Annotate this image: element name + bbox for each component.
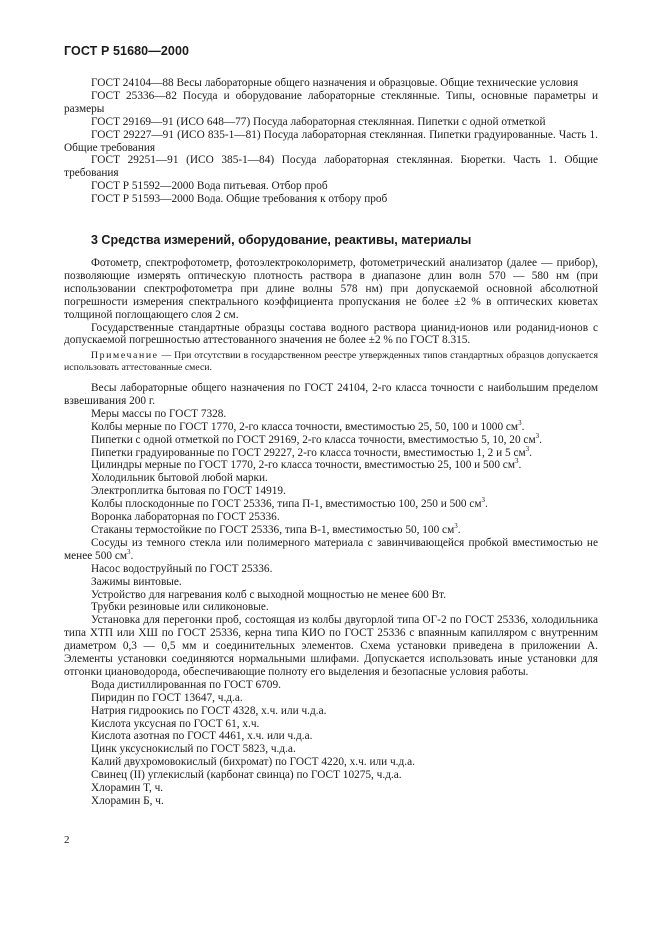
list-item [64,537,598,563]
period: . [521,420,525,433]
list-item [64,459,598,472]
list-item [64,524,598,537]
superscript: 3 [481,496,486,505]
list-item: Зажимы винтовые. [91,575,182,588]
list-item-text: Стаканы термостойкие по ГОСТ 25336, типа В-1, вместимостью 50, 100 см [91,523,455,536]
reference-item: ГОСТ 24104—88 Весы лабораторные общего назначения и образцовые. Общие технические условия [91,77,579,89]
section-3-intro [64,257,598,378]
note [64,350,598,374]
document-code-header: ГОСТ Р 51680—2000 [64,44,190,58]
list-item-text: Колбы плоскодонные по ГОСТ 25336, типа П-1, вместимостью 100, 250 и 500 см [91,498,482,511]
list-item-text: Цилиндры мерные по ГОСТ 1770, 2-го класса точности, вместимостью 25, 100 и 500 см [91,459,515,472]
paragraph: Государственные стандартные образцы состава водного раствора цианид-ионов или роданид-ионов с допускаемой погрешностью аттестованного значения не более ±2 % по ГОСТ 8.315. [64,321,598,347]
list-item [64,498,598,511]
period: . [518,459,522,472]
period: . [539,433,542,446]
list-item: Цинк уксуснокислый по ГОСТ 5823, ч.д.а. [91,743,296,756]
list-item: Весы лабораторные общего назначения по ГОСТ 24104, 2-го класса точности с наибольшим пределом взвешивания 200 г. [64,382,598,407]
list-item: Пиридин по ГОСТ 13647, ч.д.а. [91,691,243,704]
reference-item: ГОСТ 29169—91 (ИСО 648—77) Посуда лабораторная стеклянная. Пипетки с одной отметкой [91,115,546,128]
list-item: Вода дистиллированная по ГОСТ 6709. [91,678,281,691]
list-item: Калий двухромовокислый (бихромат) по ГОСТ 4220, х.ч. или ч.д.а. [91,756,415,769]
reference-item: ГОСТ 29251—91 (ИСО 385-1—84) Посуда лабораторная стеклянная. Бюретки. Часть 1. Общие требования [64,154,598,180]
list-item: Хлорамин Б, ч. [91,795,164,807]
list-item: Устройство для нагревания колб с выходной мощностью не менее 600 Вт. [91,588,447,601]
superscript: 3 [518,418,522,427]
note-label: Примечание [91,350,159,362]
period: . [529,446,532,459]
superscript: 3 [514,457,519,466]
superscript: 3 [525,444,530,453]
paragraph: Фотометр, спектрофотометр, фотоэлектроколориметр, фотометрический анализатор (далее — прибор), позволяющие измерять оптическую плотность раствора в диапазоне длин волн 570 — 580 нм (при использовании спектрофотометра при длине волны 578 нм) при допускаемой основной абсолютной погрешности измерения спектрального коэффициента пропускания не более ±2 % в оптических кюветах толщиной поглощающего слоя 2 см. [64,257,598,321]
list-item: Трубки резиновые или силиконовые. [91,601,269,614]
note-text: — При отсутствии в государственном реестре утвержденных типов стандартных образцов допускается использовать аттестованные смеси. [64,350,598,374]
equipment-list [64,382,598,808]
period: . [130,549,134,562]
list-item: Кислота азотная по ГОСТ 4461, х.ч. или ч.д.а. [91,730,313,743]
list-item: Холодильник бытовой любой марки. [91,472,268,485]
list-item [64,431,598,447]
list-item [64,418,598,434]
list-item-text: Колбы мерные по ГОСТ 1770, 2-го класса точности, вместимостью 25, 50, 100 и 1000 см [91,420,519,433]
list-item-text: Сосуды из темного стекла или полимерного материала с завинчивающейся пробкой вместимостью не менее 500 см [64,536,598,562]
list-item: Меры массы по ГОСТ 7328. [91,407,227,420]
reference-item: ГОСТ Р 51593—2000 Вода. Общие требования к отбору проб [91,193,388,206]
reference-item: ГОСТ Р 51592—2000 Вода питьевая. Отбор проб [91,180,328,193]
superscript: 3 [535,431,540,440]
list-item-text: Пипетки градуированные по ГОСТ 29227, 2-го класса точности, вместимостью 1, 2 и 5 см [91,446,526,459]
period: . [485,498,488,511]
list-item: Кислота уксусная по ГОСТ 61, х.ч. [91,717,260,730]
normative-references [64,77,598,206]
list-item: Натрия гидроокись по ГОСТ 4328, х.ч. или ч.д.а. [91,704,327,717]
list-item: Воронка лабораторная по ГОСТ 25336. [91,511,280,524]
superscript: 3 [127,548,131,557]
reference-item: ГОСТ 25336—82 Посуда и оборудование лабораторные стеклянные. Типы, основные параметры и размеры [64,89,598,115]
list-item: Установка для перегонки проб, состоящая из колбы двугорлой типа ОГ-2 по ГОСТ 25336, холодильника типа ХТП или ХШ по ГОСТ 25336, керна типа КИО по ГОСТ 25336 с впаянным капилляром с внутренним диаметром 0,3 — 0,5 мм и соединительных элементов. Схема установки приведена в приложении А. Элементы установки соединяются нормальными шлифами. Допускается использовать иные установки для отгонки циановодорода, обеспечивающие полноту его выделения и безопасные условия работы. [64,614,598,678]
list-item: Электроплитка бытовая по ГОСТ 14919. [91,485,286,498]
superscript: 3 [454,522,458,531]
list-item: Свинец (II) углекислый (карбонат свинца) по ГОСТ 10275, ч.д.а. [91,769,402,782]
page-number: 2 [64,834,70,846]
reference-item: ГОСТ 29227—91 (ИСО 835-1—81) Посуда лабораторная стеклянная. Пипетки градуированные. Часть 1. Общие требования [64,128,598,154]
list-item: Насос водоструйный по ГОСТ 25336. [91,562,273,575]
period: . [457,523,461,536]
section-title: 3 Средства измерений, оборудование, реактивы, материалы [91,233,472,247]
list-item: Хлорамин Т, ч. [91,782,164,795]
list-item-text: Пипетки с одной отметкой по ГОСТ 29169, 2-го класса точности, вместимостью 5, 10, 20 см [91,433,536,446]
